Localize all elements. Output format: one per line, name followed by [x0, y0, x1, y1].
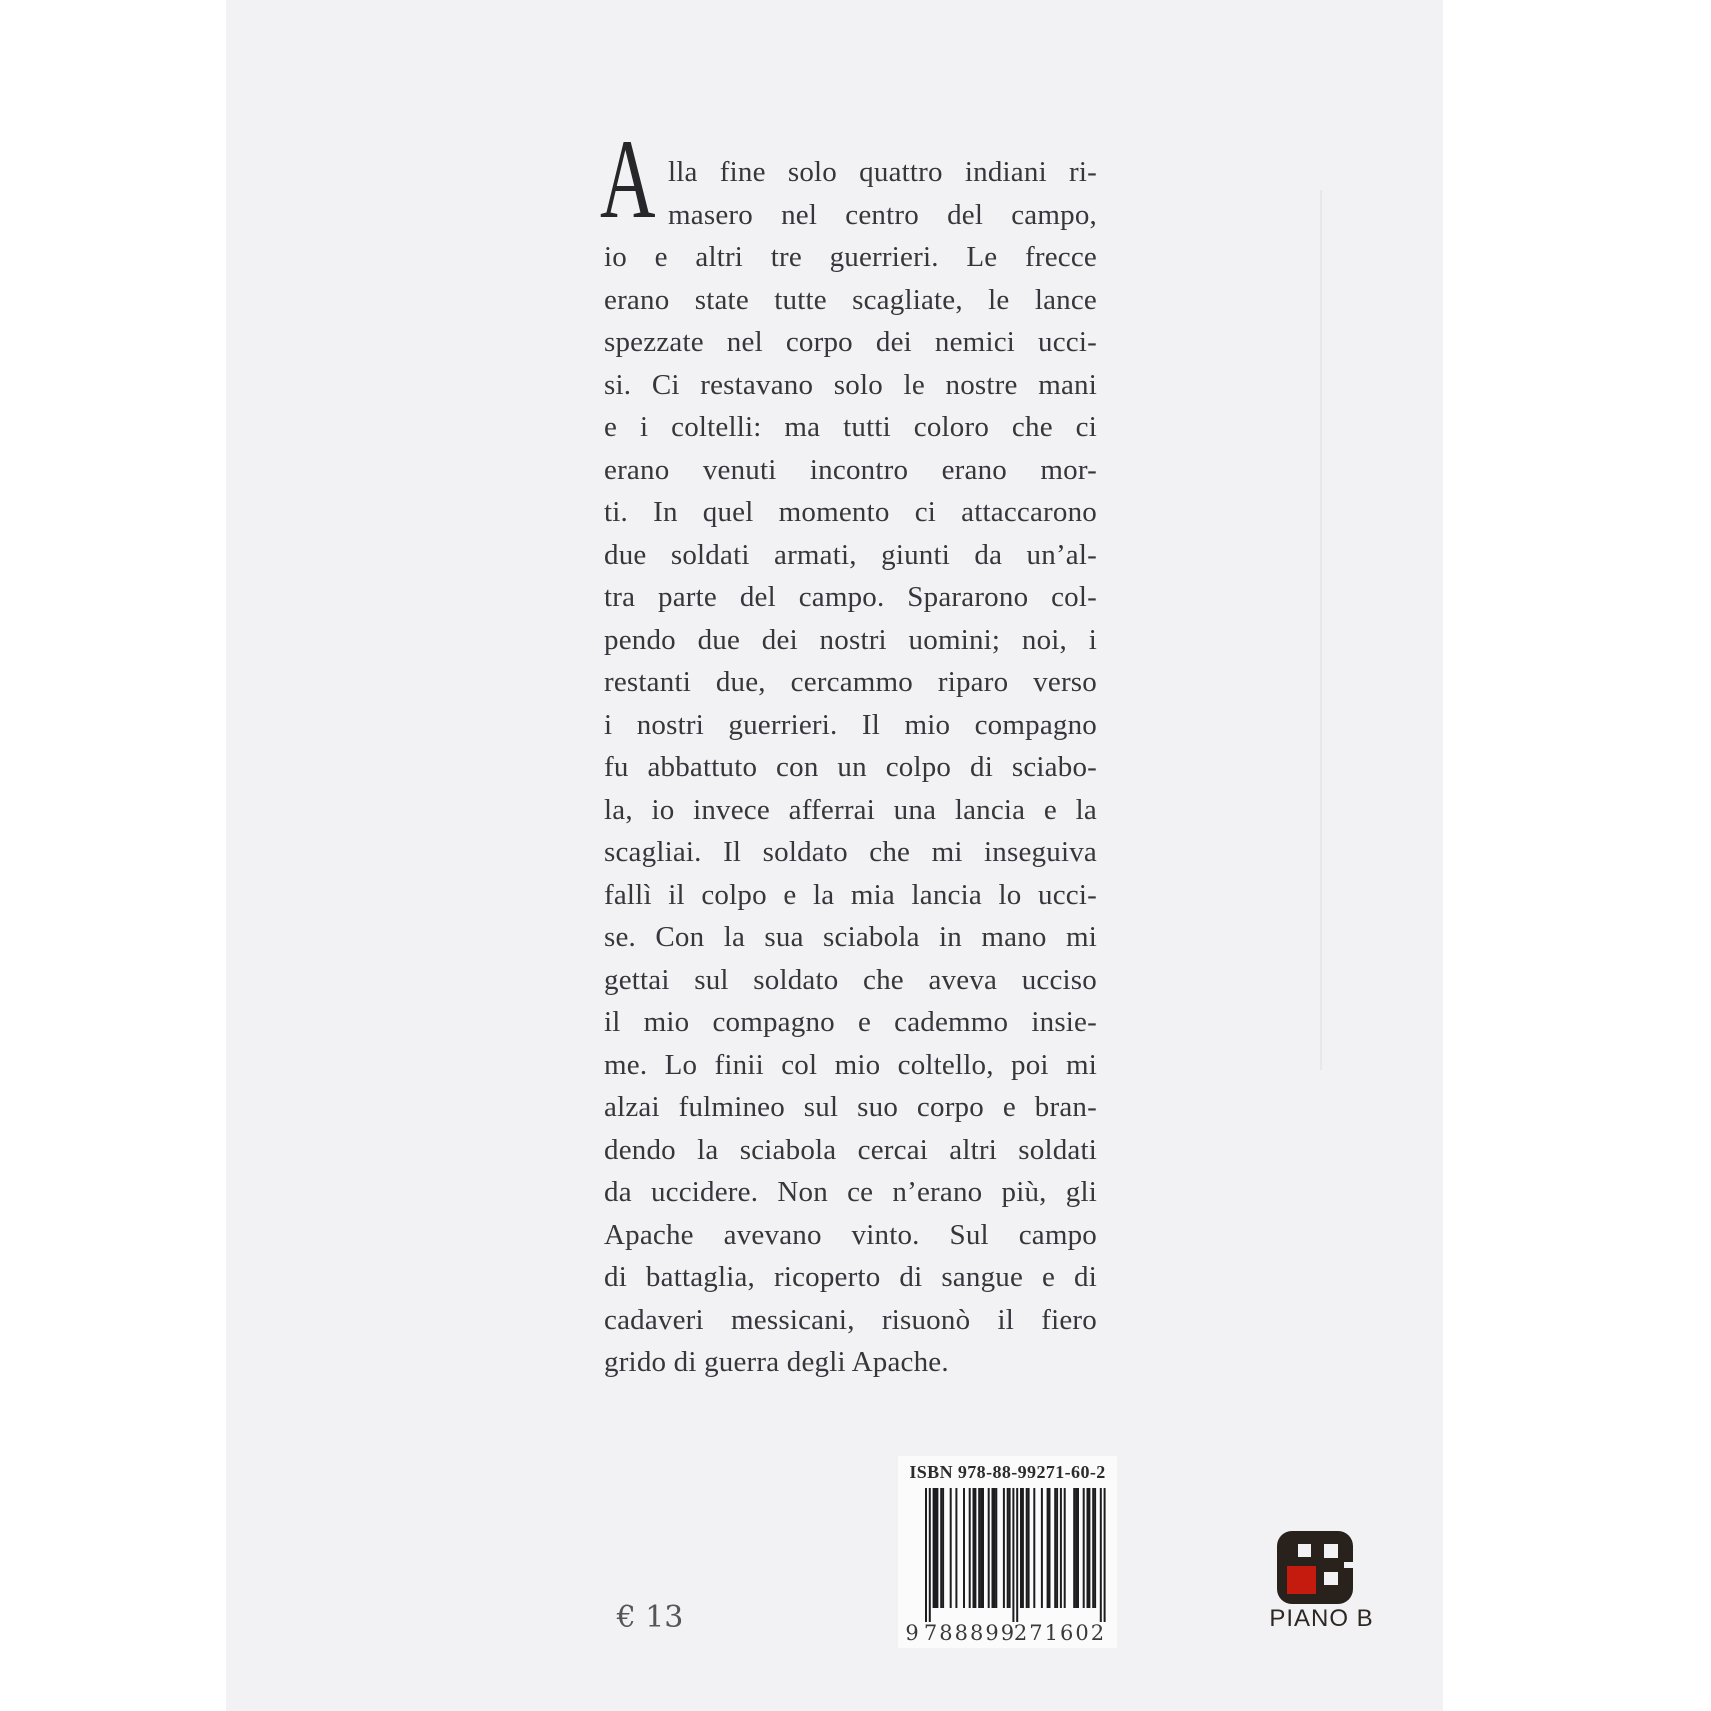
publisher-name: PIANO B	[1269, 1605, 1374, 1632]
body-text-line: me. Lo finii col mio coltello, poi mi	[604, 1048, 1097, 1081]
body-text-line: scagliai. Il soldato che mi inseguiva	[604, 836, 1097, 868]
logo-b-notch	[1344, 1562, 1353, 1568]
barcode-digits-group2: 271602	[1013, 1621, 1107, 1644]
logo-p-counter	[1298, 1544, 1311, 1557]
barcode-digit-left: 9	[905, 1621, 921, 1644]
body-text-line: due soldati armati, giunti da un’al-	[604, 538, 1097, 571]
body-text-line: si. Ci restavano solo le nostre mani	[604, 368, 1097, 401]
body-text-line: spezzate nel corpo dei nemici ucci-	[604, 326, 1097, 358]
body-text-line: grido di guerra degli Apache.	[604, 1346, 949, 1378]
body-text-line: ti. In quel momento ci attaccarono	[604, 496, 1097, 528]
body-text-line: restanti due, cercammo riparo verso	[604, 666, 1097, 698]
body-text-line: cadaveri messicani, risuonò il fiero	[604, 1303, 1097, 1336]
barcode	[901, 1484, 1116, 1644]
body-text-line: pendo due dei nostri uomini; noi, i	[604, 623, 1097, 656]
body-text-line: fallì il colpo e la mia lancia lo ucci-	[604, 878, 1097, 911]
publisher-logo	[1277, 1531, 1353, 1604]
body-text-line: masero nel centro del campo,	[668, 198, 1097, 231]
body-text-line: alzai fulmineo sul suo corpo e bran-	[604, 1091, 1097, 1123]
body-text-line: Apache avevano vinto. Sul campo	[604, 1218, 1097, 1251]
cover-crease	[1320, 190, 1322, 1070]
body-text-line: i nostri guerrieri. Il mio compagno	[604, 708, 1097, 741]
body-text-line: di battaglia, ricoperto di sangue e di	[604, 1261, 1097, 1293]
body-text-line: erano venuti incontro erano mor-	[604, 453, 1097, 486]
body-text-line: il mio compagno e cademmo insie-	[604, 1006, 1097, 1038]
body-text-line: la, io invece afferrai una lancia e la	[604, 793, 1097, 826]
blurb-text	[604, 151, 1097, 1384]
body-text-line: da uccidere. Non ce n’erano più, gli	[604, 1176, 1097, 1208]
body-text-line: e i coltelli: ma tutti coloro che ci	[604, 411, 1097, 443]
body-text-line: tra parte del campo. Spararono col-	[604, 581, 1097, 613]
logo-b-top-counter	[1324, 1544, 1338, 1558]
drop-cap: A	[600, 117, 656, 242]
logo-red-square	[1287, 1566, 1316, 1594]
price-label: € 13	[616, 1600, 684, 1635]
isbn-label: ISBN 978-88-99271-60-2	[909, 1462, 1106, 1482]
body-text-line: se. Con la sua sciabola in mano mi	[604, 921, 1097, 953]
body-text-line: dendo la sciabola cercai altri soldati	[604, 1133, 1097, 1166]
body-text-line: gettai sul soldato che aveva ucciso	[604, 963, 1097, 996]
body-text-line: io e altri tre guerrieri. Le frecce	[604, 241, 1097, 273]
body-text-line: erano state tutte scagliate, le lance	[604, 283, 1097, 316]
logo-b-bottom-counter	[1324, 1572, 1338, 1585]
barcode-digits-group1: 788899	[923, 1621, 1017, 1644]
barcode-bars	[925, 1488, 1106, 1622]
body-text-line: fu abbattuto con un colpo di sciabo-	[604, 751, 1097, 783]
body-text-line: lla fine solo quattro indiani ri-	[668, 156, 1097, 188]
